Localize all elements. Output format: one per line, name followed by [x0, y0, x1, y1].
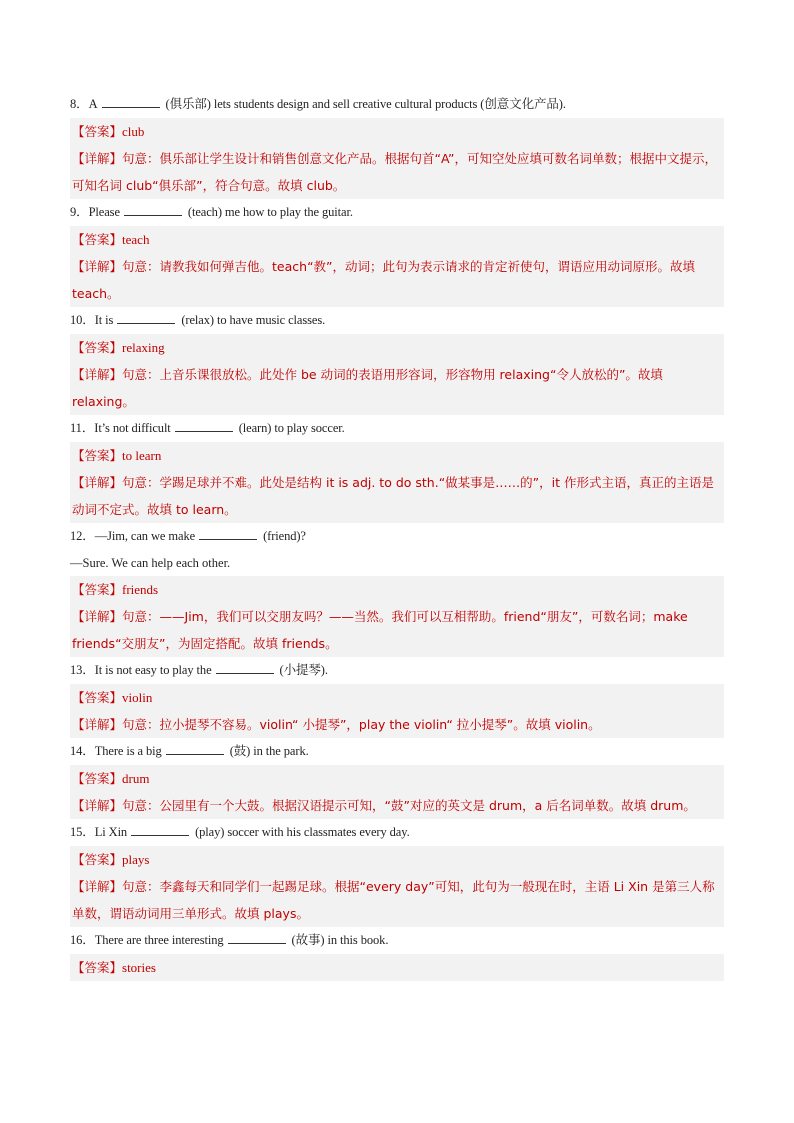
answer-line [70, 846, 724, 873]
answer-tag: 【答案】 [72, 771, 123, 786]
question-number: 10． [70, 313, 95, 327]
answer-tag: 【答案】 [72, 448, 123, 463]
solution-box-16 [70, 954, 724, 981]
explanation [70, 145, 724, 199]
question-14 [70, 738, 724, 765]
question-number: 13． [70, 663, 95, 677]
question-text-before: Please [88, 205, 120, 219]
explanation [70, 603, 724, 657]
answer-blank [166, 753, 224, 755]
answer-value: stories [122, 960, 156, 975]
question-16 [70, 927, 724, 954]
detail-text: 句意：李鑫每天和同学们一起踢足球。根据“every day”可知，此句为一般现在时，主语 Li Xin 是第三人称单数，谓语动词用三单形式。故填 plays。 [72, 879, 715, 921]
answer-blank [131, 834, 189, 836]
question-text-before: Li Xin [94, 825, 128, 839]
question-number: 12． [70, 529, 95, 543]
question-number: 8． [70, 97, 89, 111]
answer-line [70, 226, 724, 253]
answer-blank [228, 942, 286, 944]
question-text-before: It is not easy to play the [94, 663, 212, 677]
answer-blank [117, 322, 175, 324]
detail-tag: 【详解】 [72, 798, 123, 813]
exercise-list [70, 91, 724, 981]
solution-box-12 [70, 576, 724, 657]
explanation [70, 873, 724, 927]
answer-tag: 【答案】 [72, 124, 123, 139]
answer-line [70, 684, 724, 711]
detail-tag: 【详解】 [72, 367, 123, 382]
question-text-before: There are three interesting [94, 933, 224, 947]
solution-box-15 [70, 846, 724, 927]
detail-text: 句意：俱乐部让学生设计和销售创意文化产品。根据句首“A”，可知空处应填可数名词单数；根据中文提示，可知名词 club“俱乐部”，符合句意。故填 club。 [72, 151, 717, 193]
explanation [70, 469, 724, 523]
question-15 [70, 819, 724, 846]
answer-value: drum [122, 771, 150, 786]
solution-box-14 [70, 765, 724, 819]
question-number: 15． [70, 825, 95, 839]
answer-line [70, 576, 724, 603]
question-text-after: (俱乐部) lets students design and sell creative cultural products (创意文化产品). [165, 97, 566, 111]
question-12 [70, 523, 724, 550]
detail-text: 句意：——Jim，我们可以交朋友吗？——当然。我们可以互相帮助。friend“朋友”，可数名词；make friends“交朋友”，为固定搭配。故填 friends。 [72, 609, 688, 651]
solution-box-10 [70, 334, 724, 415]
explanation [70, 361, 724, 415]
answer-line [70, 954, 724, 981]
answer-blank [216, 672, 274, 674]
question-text-before: It’s not difficult [94, 421, 171, 435]
question-text-before: A [88, 97, 98, 111]
answer-value: relaxing [122, 340, 165, 355]
detail-text: 句意：请教我如何弹吉他。teach“教”，动词；此句为表示请求的肯定祈使句，谓语应用动词原形。故填 teach。 [72, 259, 696, 301]
question-text-after: (teach) me how to play the guitar. [187, 205, 353, 219]
answer-tag: 【答案】 [72, 852, 123, 867]
question-12-reply: —Sure. We can help each other. [70, 556, 231, 570]
question-number: 11． [70, 421, 95, 435]
solution-box-13 [70, 684, 724, 738]
answer-tag: 【答案】 [72, 340, 123, 355]
answer-blank [124, 214, 182, 216]
question-text-after: (故事) in this book. [291, 933, 389, 947]
question-9 [70, 199, 724, 226]
answer-tag: 【答案】 [72, 582, 123, 597]
question-text-after: (play) soccer with his classmates every day. [195, 825, 410, 839]
question-13 [70, 657, 724, 684]
question-text-after: (鼓) in the park. [229, 744, 309, 758]
answer-value: club [122, 124, 145, 139]
answer-value: friends [122, 582, 159, 597]
answer-tag: 【答案】 [72, 690, 123, 705]
answer-value: to learn [122, 448, 162, 463]
detail-text: 句意：上音乐课很放松。此处作 be 动词的表语用形容词，形容物用 relaxing“令人放松的”。故填 relaxing。 [72, 367, 663, 409]
explanation [70, 253, 724, 307]
detail-text: 句意：公园里有一个大鼓。根据汉语提示可知，“鼓”对应的英文是 drum，a 后名词单数。故填 drum。 [122, 798, 696, 813]
answer-value: violin [122, 690, 153, 705]
question-text-after: (friend)? [263, 529, 306, 543]
answer-line [70, 334, 724, 361]
question-8 [70, 91, 724, 118]
detail-text: 句意：拉小提琴不容易。violin“ 小提琴”，play the violin“ 拉小提琴”。故填 violin。 [122, 717, 601, 732]
solution-box-9 [70, 226, 724, 307]
question-10 [70, 307, 724, 334]
question-text-after: (小提琴). [279, 663, 328, 677]
explanation [70, 711, 724, 738]
question-text-before: —Jim, can we make [94, 529, 196, 543]
solution-box-8 [70, 118, 724, 199]
question-11 [70, 415, 724, 442]
question-number: 14． [70, 744, 95, 758]
answer-line [70, 765, 724, 792]
answer-blank [102, 106, 160, 108]
detail-text: 句意：学踢足球并不难。此处是结构 it is adj. to do sth.“做某事是……的”，it 作形式主语，真正的主语是动词不定式。故填 to learn。 [72, 475, 714, 517]
detail-tag: 【详解】 [72, 151, 123, 166]
detail-tag: 【详解】 [72, 717, 123, 732]
detail-tag: 【详解】 [72, 879, 123, 894]
answer-blank [199, 538, 257, 540]
detail-tag: 【详解】 [72, 609, 123, 624]
question-number: 16． [70, 933, 95, 947]
explanation [70, 792, 724, 819]
answer-line [70, 442, 724, 469]
solution-box-11 [70, 442, 724, 523]
answer-tag: 【答案】 [72, 960, 123, 975]
question-number: 9． [70, 205, 89, 219]
detail-tag: 【详解】 [72, 475, 123, 490]
question-text-after: (relax) to have music classes. [181, 313, 326, 327]
detail-tag: 【详解】 [72, 259, 123, 274]
question-text-before: There is a big [94, 744, 162, 758]
answer-tag: 【答案】 [72, 232, 123, 247]
question-text-before: It is [94, 313, 114, 327]
answer-line [70, 118, 724, 145]
answer-value: teach [122, 232, 150, 247]
question-text-after: (learn) to play soccer. [238, 421, 345, 435]
answer-value: plays [122, 852, 150, 867]
answer-blank [175, 430, 233, 432]
